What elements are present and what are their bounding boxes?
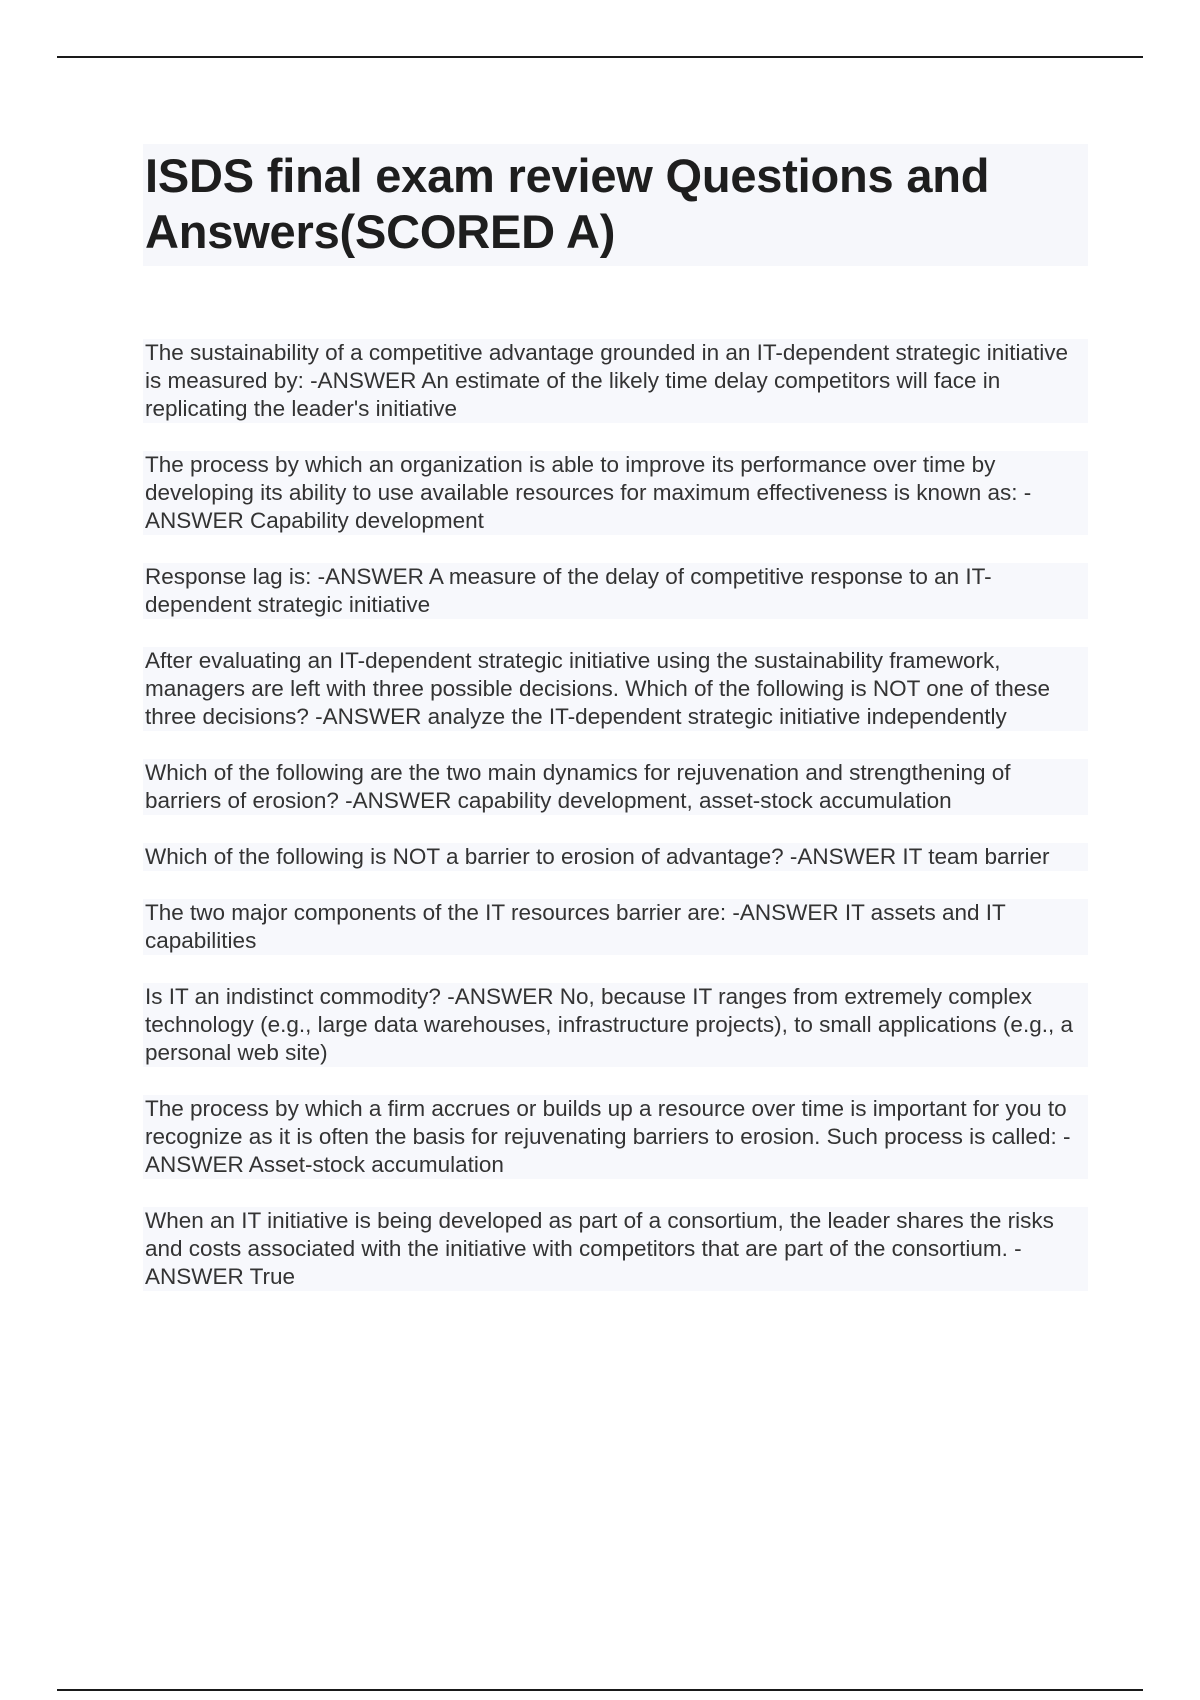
qa-item: Which of the following is NOT a barrier to erosion of advantage? -ANSWER IT team barrier [143,843,1088,871]
qa-item: The two major components of the IT resources barrier are: -ANSWER IT assets and IT capabilities [143,899,1088,955]
qa-item: Which of the following are the two main dynamics for rejuvenation and strengthening of barriers of erosion? -ANSWER capability development, asset-stock accumulation [143,759,1088,815]
qa-item: Is IT an indistinct commodity? -ANSWER No, because IT ranges from extremely complex technology (e.g., large data warehouses, infrastructure projects), to small applications (e.g., a personal web site) [143,983,1088,1067]
qa-item: Response lag is: -ANSWER A measure of the delay of competitive response to an IT-dependent strategic initiative [143,563,1088,619]
document-title: ISDS final exam review Questions and Answers(SCORED A) [145,149,990,258]
title-block [143,144,1088,266]
qa-item: When an IT initiative is being developed as part of a consortium, the leader shares the risks and costs associated with the initiative with competitors that are part of the consortium. -ANSWER True [143,1207,1088,1291]
top-rule [57,56,1143,58]
qa-item: After evaluating an IT-dependent strategic initiative using the sustainability framework, managers are left with three possible decisions. Which of the following is NOT one of these three decisions? -ANSWER analyze the IT-dependent strategic initiative independently [143,647,1088,731]
bottom-rule [57,1689,1143,1691]
qa-list [143,339,1088,1291]
qa-item: The process by which a firm accrues or builds up a resource over time is important for you to recognize as it is often the basis for rejuvenating barriers to erosion. Such process is called: -ANSWER Asset-stock accumulation [143,1095,1088,1179]
qa-item: The sustainability of a competitive advantage grounded in an IT-dependent strategic initiative is measured by: -ANSWER An estimate of the likely time delay competitors will face in replicating the leader's initiative [143,339,1088,423]
qa-item: The process by which an organization is able to improve its performance over time by developing its ability to use available resources for maximum effectiveness is known as: -ANSWER Capability development [143,451,1088,535]
